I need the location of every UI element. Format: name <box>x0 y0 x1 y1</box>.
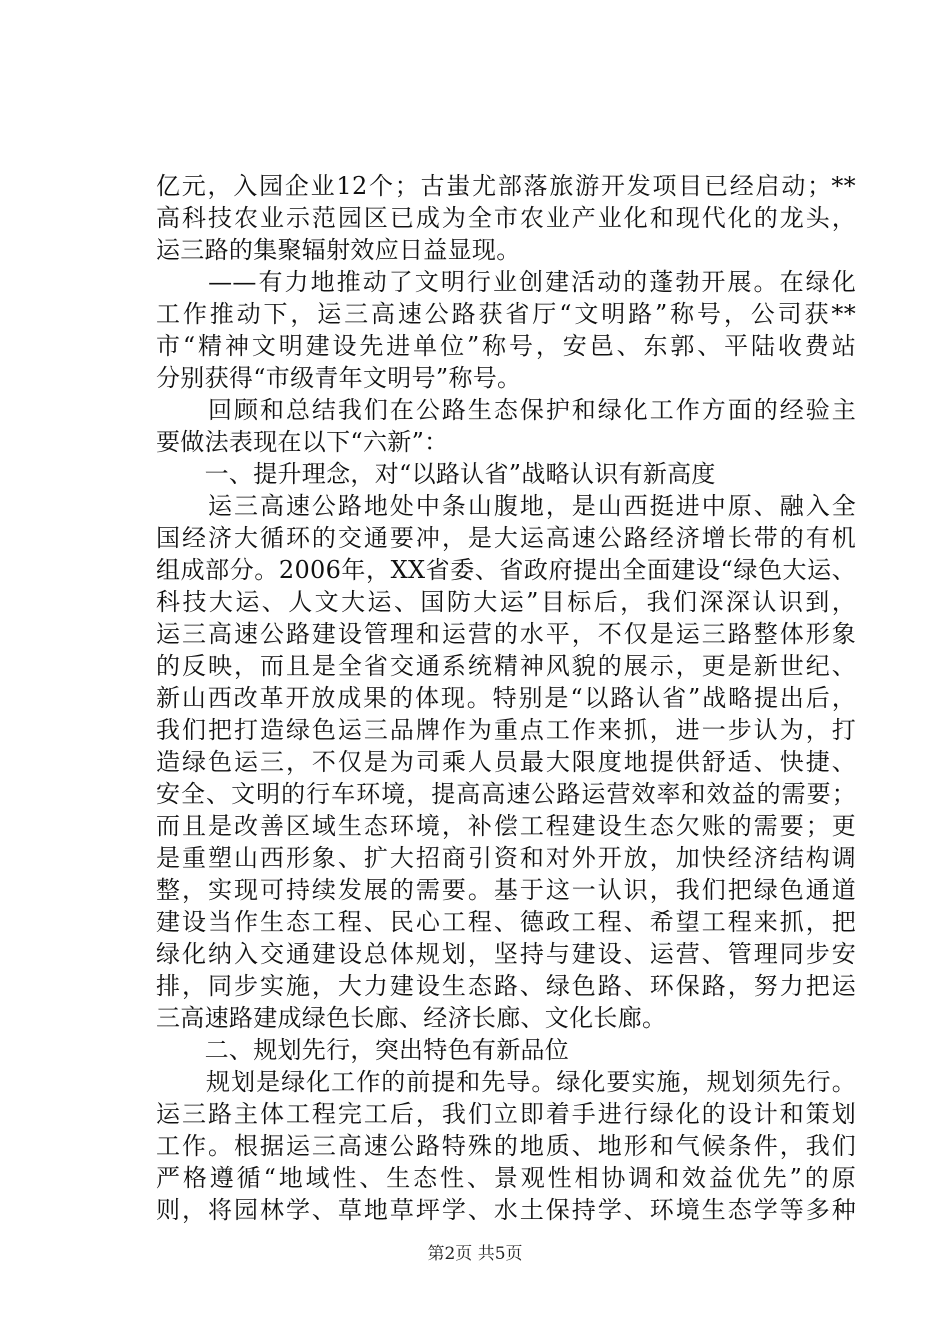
paragraph-line: ——有力地推动了文明行业创建活动的蓬勃开展。在绿化 <box>156 268 856 296</box>
paragraph-line: 工作。根据运三高速公路特殊的地质、地形和气候条件，我们 <box>156 1132 856 1160</box>
page-footer: 第2页 共5页 <box>427 1244 523 1264</box>
paragraph-line: 是重塑山西形象、扩大招商引资和对外开放，加快经济结构调 <box>156 844 856 872</box>
paragraph-line: 运三路的集聚辐射效应日益显现。 <box>156 236 521 264</box>
paragraph-line: 绿化纳入交通建设总体规划，坚持与建设、运营、管理同步安 <box>156 940 856 968</box>
paragraph-line: 分别获得“市级青年文明号”称号。 <box>156 364 522 392</box>
paragraph-line: 三高速路建成绿色长廊、经济长廊、文化长廊。 <box>156 1004 667 1032</box>
paragraph-line: 亿元，入园企业12个；古蚩尤部落旅游开发项目已经启动；** <box>156 172 856 200</box>
paragraph-line: 严格遵循“地域性、生态性、景观性相协调和效益优先”的原 <box>156 1164 856 1192</box>
paragraph-line: 工作推动下，运三高速公路获省厅“文明路”称号，公司获** <box>156 300 856 328</box>
paragraph-line: 造绿色运三，不仅是为司乘人员最大限度地提供舒适、快捷、 <box>156 748 856 776</box>
paragraph-line: 市“精神文明建设先进单位”称号，安邑、东郭、平陆收费站 <box>156 332 856 360</box>
paragraph-line: 整，实现可持续发展的需要。基于这一认识，我们把绿色通道 <box>156 876 856 904</box>
paragraph-line: 新山西改革开放成果的体现。特别是“以路认省”战略提出后， <box>156 684 856 712</box>
document-body <box>156 170 856 1226</box>
paragraph-line: 排，同步实施，大力建设生态路、绿色路、环保路，努力把运 <box>156 972 856 1000</box>
paragraph-line: 的反映，而且是全省交通系统精神风貌的展示，更是新世纪、 <box>156 652 856 680</box>
paragraph-line: 安全、文明的行车环境，提高高速公路运营效率和效益的需要； <box>156 780 856 808</box>
paragraph-line: 高科技农业示范园区已成为全市农业产业化和现代化的龙头， <box>156 204 856 232</box>
paragraph-line: 我们把打造绿色运三品牌作为重点工作来抓，进一步认为，打 <box>156 716 856 744</box>
paragraph-line: 组成部分。2006年，XX省委、省政府提出全面建设“绿色大运、 <box>156 556 856 584</box>
paragraph-line: 则，将园林学、草地草坪学、水土保持学、环境生态学等多种 <box>156 1196 856 1224</box>
paragraph-line: 科技大运、人文大运、国防大运”目标后，我们深深认识到， <box>156 588 856 616</box>
paragraph-line: 运三高速公路地处中条山腹地，是山西挺进中原、融入全 <box>156 492 856 520</box>
paragraph-line: 运三高速公路建设管理和运营的水平，不仅是运三路整体形象 <box>156 620 856 648</box>
paragraph-line: 运三路主体工程完工后，我们立即着手进行绿化的设计和策划 <box>156 1100 856 1128</box>
section-heading-line: 二、规划先行，突出特色有新品位 <box>156 1036 570 1064</box>
paragraph-line: 规划是绿化工作的前提和先导。绿化要实施，规划须先行。 <box>156 1068 856 1096</box>
paragraph-line: 回顾和总结我们在公路生态保护和绿化工作方面的经验主 <box>156 396 856 424</box>
paragraph-line: 而且是改善区域生态环境，补偿工程建设生态欠账的需要；更 <box>156 812 856 840</box>
paragraph-line: 建设当作生态工程、民心工程、德政工程、希望工程来抓，把 <box>156 908 856 936</box>
section-heading-line: 一、提升理念，对“以路认省”战略认识有新高度 <box>156 460 716 488</box>
paragraph-line: 要做法表现在以下“六新”： <box>156 428 449 456</box>
paragraph-line: 国经济大循环的交通要冲，是大运高速公路经济增长带的有机 <box>156 524 856 552</box>
